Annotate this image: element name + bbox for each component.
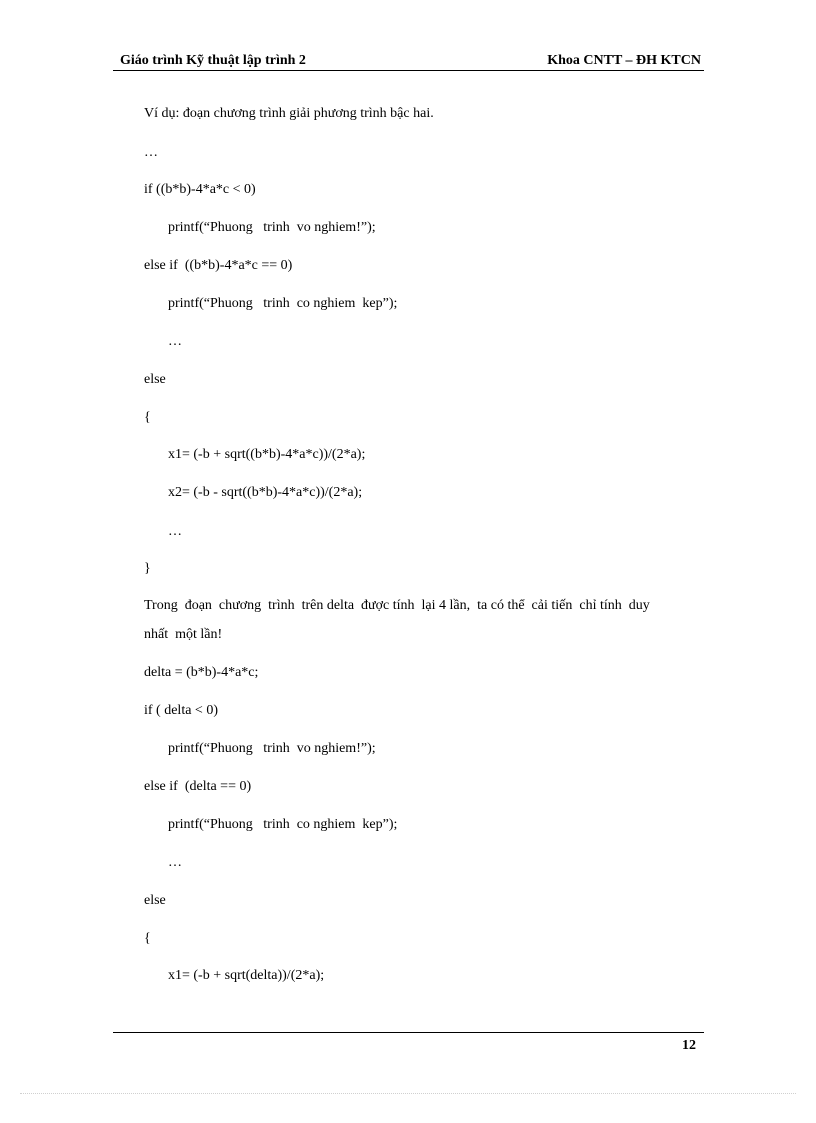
code-line: printf(“Phuong trinh co nghiem kep”); bbox=[168, 296, 398, 311]
code-line: x1= (-b + sqrt(delta))/(2*a); bbox=[168, 968, 325, 983]
page-bottom-edge bbox=[20, 1093, 796, 1094]
paragraph-line-2: nhất một lần! bbox=[144, 627, 223, 642]
code-line: … bbox=[168, 334, 182, 349]
code-line: … bbox=[168, 855, 182, 870]
code-line: } bbox=[144, 561, 151, 576]
code-line: { bbox=[144, 931, 151, 946]
code-line: x2= (-b - sqrt((b*b)-4*a*c))/(2*a); bbox=[168, 485, 363, 500]
paragraph-line-1: Trong đoạn chương trình trên delta được tính lại 4 lần, ta có thể cải tiến chỉ tính duy bbox=[144, 598, 650, 613]
page-number: 12 bbox=[682, 1038, 696, 1053]
code-line: else if (delta == 0) bbox=[144, 779, 252, 794]
code-line: else bbox=[144, 893, 166, 908]
code-line: if ( delta < 0) bbox=[144, 703, 218, 718]
code-line: delta = (b*b)-4*a*c; bbox=[144, 665, 259, 680]
code-line: printf(“Phuong trinh co nghiem kep”); bbox=[168, 817, 398, 832]
header-faculty: Khoa CNTT – ĐH KTCN bbox=[547, 53, 701, 68]
code-line: { bbox=[144, 410, 151, 425]
code-line: else if ((b*b)-4*a*c == 0) bbox=[144, 258, 293, 273]
code-line: Ví dụ: đoạn chương trình giải phương trình bậc hai. bbox=[144, 106, 434, 121]
code-line: … bbox=[144, 145, 158, 160]
header-course-title: Giáo trình Kỹ thuật lập trình 2 bbox=[120, 53, 306, 68]
code-line: if ((b*b)-4*a*c < 0) bbox=[144, 182, 256, 197]
code-line: printf(“Phuong trinh vo nghiem!”); bbox=[168, 741, 376, 756]
code-line: … bbox=[168, 524, 182, 539]
code-line: printf(“Phuong trinh vo nghiem!”); bbox=[168, 220, 376, 235]
footer-divider bbox=[113, 1032, 704, 1033]
code-line: x1= (-b + sqrt((b*b)-4*a*c))/(2*a); bbox=[168, 447, 366, 462]
code-line: else bbox=[144, 372, 166, 387]
